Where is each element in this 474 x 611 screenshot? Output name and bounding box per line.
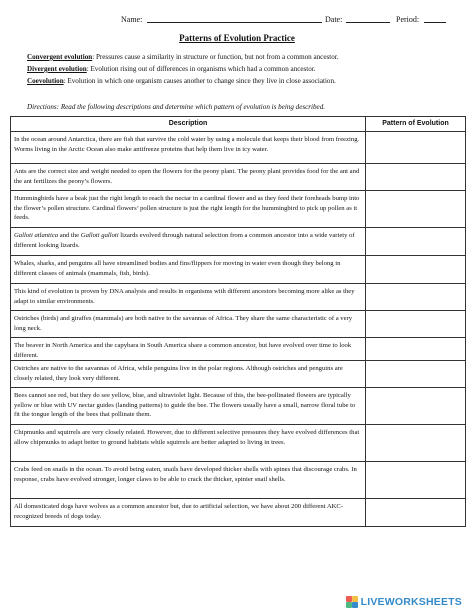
- description-fragment: All domesticated dogs have wolves as a common ancestor but, due to artificial selection, we have about 200 different AKC-recognized breeds of dogs today.: [14, 503, 344, 520]
- table-row: [11, 361, 466, 388]
- description-fragment: Ostriches are native to the savannas of Africa, while penguins live in the polar regions. Although ostriches and penguins are closely related, they look very different.: [14, 365, 343, 382]
- table-row: [11, 164, 466, 191]
- description-cell: [11, 191, 366, 228]
- description-text: [14, 257, 362, 278]
- definition-term: Coevolution: [27, 77, 64, 85]
- description-fragment: Ostriches (birds) and giraffes (mammals) are both native to the savannas of Africa. They share the same characteristic of a very long neck.: [14, 315, 353, 332]
- definition-term: Convergent evolution: [27, 53, 93, 61]
- description-text: [14, 229, 362, 250]
- description-cell: [11, 388, 366, 425]
- column-header-description: Description: [11, 117, 366, 132]
- species-name: Galloti atlantica: [14, 232, 59, 239]
- pattern-answer-cell[interactable]: [366, 284, 466, 311]
- description-cell: [11, 425, 366, 462]
- pattern-answer-cell[interactable]: [366, 462, 466, 499]
- description-cell: [11, 132, 366, 164]
- watermark-text: LIVEWORKSHEETS: [360, 596, 462, 608]
- description-cell: [11, 284, 366, 311]
- definition-text: : Pressures cause a similarity in structure or function, but not from a common ancestor.: [92, 53, 339, 61]
- description-fragment: Whales, sharks, and penguins all have streamlined bodies and fins/flippers for moving in water even though they belong in different classes of animals (mammals, fish, birds).: [14, 260, 341, 277]
- description-fragment: Bees cannot see red, but they do see yellow, blue, and ultraviolet light. Because of this, the bee-pollinated flowers are typically yellow or blue with UV nectar guides (landing patterns) to guide the bee. The flowers usually have a small, narrow floral tube to fit the tongue length of the bees that pollinate them.: [14, 392, 356, 418]
- table-row: [11, 462, 466, 499]
- pattern-answer-cell[interactable]: [366, 361, 466, 388]
- description-fragment: Crabs feed on snails in the ocean. To avoid being eaten, snails have developed thicker shells with spines that discourage crabs. In response, crabs have evolved stronger, longer claws to be able to crack the thicker, spinier snail shells.: [14, 466, 357, 483]
- species-name: Galloti galloti: [80, 232, 119, 239]
- table-row: [11, 256, 466, 284]
- pattern-answer-cell[interactable]: [366, 499, 466, 527]
- pattern-answer-cell[interactable]: [366, 228, 466, 256]
- pattern-answer-cell[interactable]: [366, 191, 466, 228]
- table-row: [11, 284, 466, 311]
- definition-text: : Evolution in which one organism causes another to change since they live in close association.: [63, 77, 336, 85]
- pattern-answer-cell[interactable]: [366, 164, 466, 191]
- pattern-answer-cell[interactable]: [366, 388, 466, 425]
- description-cell: [11, 499, 366, 527]
- liveworksheets-logo-icon: [346, 596, 358, 608]
- description-text: [14, 192, 362, 223]
- pattern-answer-cell[interactable]: [366, 425, 466, 462]
- description-text: [14, 165, 362, 186]
- page-title: Patterns of Evolution Practice: [179, 33, 295, 43]
- description-cell: [11, 361, 366, 388]
- description-text: [14, 362, 362, 383]
- table-row: [11, 228, 466, 256]
- table-row: [11, 311, 466, 338]
- period-label: Period:: [396, 15, 420, 24]
- description-cell: [11, 338, 366, 361]
- description-fragment: lizards evolved through natural selection from a common ancestor into a wide variety of different looking lizards.: [14, 232, 355, 249]
- definition-divergent: [27, 65, 457, 73]
- name-label: Name:: [121, 15, 143, 24]
- description-fragment: and the: [58, 232, 81, 239]
- description-text: [14, 426, 362, 447]
- table-row: [11, 132, 466, 164]
- pattern-answer-cell[interactable]: [366, 132, 466, 164]
- pattern-answer-cell[interactable]: [366, 256, 466, 284]
- pattern-answer-cell[interactable]: [366, 338, 466, 361]
- definition-convergent: [27, 53, 457, 61]
- description-cell: [11, 256, 366, 284]
- table-row: [11, 338, 466, 361]
- description-cell: [11, 164, 366, 191]
- description-cell: [11, 462, 366, 499]
- date-label: Date:: [325, 15, 343, 24]
- description-text: [14, 312, 362, 333]
- table-row: [11, 425, 466, 462]
- description-text: [14, 339, 362, 360]
- header-fields: [0, 15, 474, 27]
- description-text: [14, 463, 362, 484]
- table-row: [11, 191, 466, 228]
- description-cell: [11, 311, 366, 338]
- description-text: [14, 500, 362, 521]
- description-fragment: Ants are the correct size and weight needed to open the flowers for the peony plant. The peony plant provides food for the ant and the ant fertilizes the peony’s flowers.: [14, 168, 360, 185]
- description-cell: [11, 228, 366, 256]
- pattern-answer-cell[interactable]: [366, 311, 466, 338]
- definition-text: : Evolution rising out of differences in organisms which had a common ancestor.: [86, 65, 316, 73]
- description-text: [14, 285, 362, 306]
- description-text: [14, 389, 362, 420]
- description-fragment: The beaver in North America and the capybara in South America share a common ancestor, but have evolved over time to look different.: [14, 342, 352, 359]
- description-fragment: In the ocean around Antarctica, there are fish that survive the cold water by using a molecule that keeps their blood from freezing. Worms living in the Arctic Ocean also make antifreeze proteins that help them live in icy water.: [14, 136, 360, 153]
- directions-text: Directions: Read the following descriptions and determine which pattern of evolution is being described.: [27, 103, 326, 111]
- table-row: [11, 499, 466, 527]
- description-fragment: Chipmunks and squirrels are very closely related. However, due to different selective pressures they have evolved differences that allow chipmunks to adapt better to ground habitats while squirrels are better adapted to living in trees.: [14, 429, 360, 446]
- evolution-table: [10, 116, 466, 527]
- table-body: [11, 132, 466, 527]
- column-header-pattern: Pattern of Evolution: [366, 117, 466, 132]
- liveworksheets-watermark: [346, 595, 462, 609]
- description-fragment: Hummingbirds have a beak just the right length to reach the nectar in a cardinal flower and as they feed their foreheads bump into the flower’s pollen structure. Cardinal flowers’ pollen structure is just the right length for the hummingbird to pick up pollen as it feeds.: [14, 195, 360, 221]
- description-text: [14, 133, 362, 154]
- description-fragment: This kind of evolution is proven by DNA analysis and results in organisms with different ancestors becoming more alike as they adapt to similar environments.: [14, 288, 355, 305]
- definition-term: Divergent evolution: [27, 65, 87, 73]
- table-row: [11, 388, 466, 425]
- definition-coevolution: [27, 77, 457, 85]
- table-header-row: [11, 117, 466, 132]
